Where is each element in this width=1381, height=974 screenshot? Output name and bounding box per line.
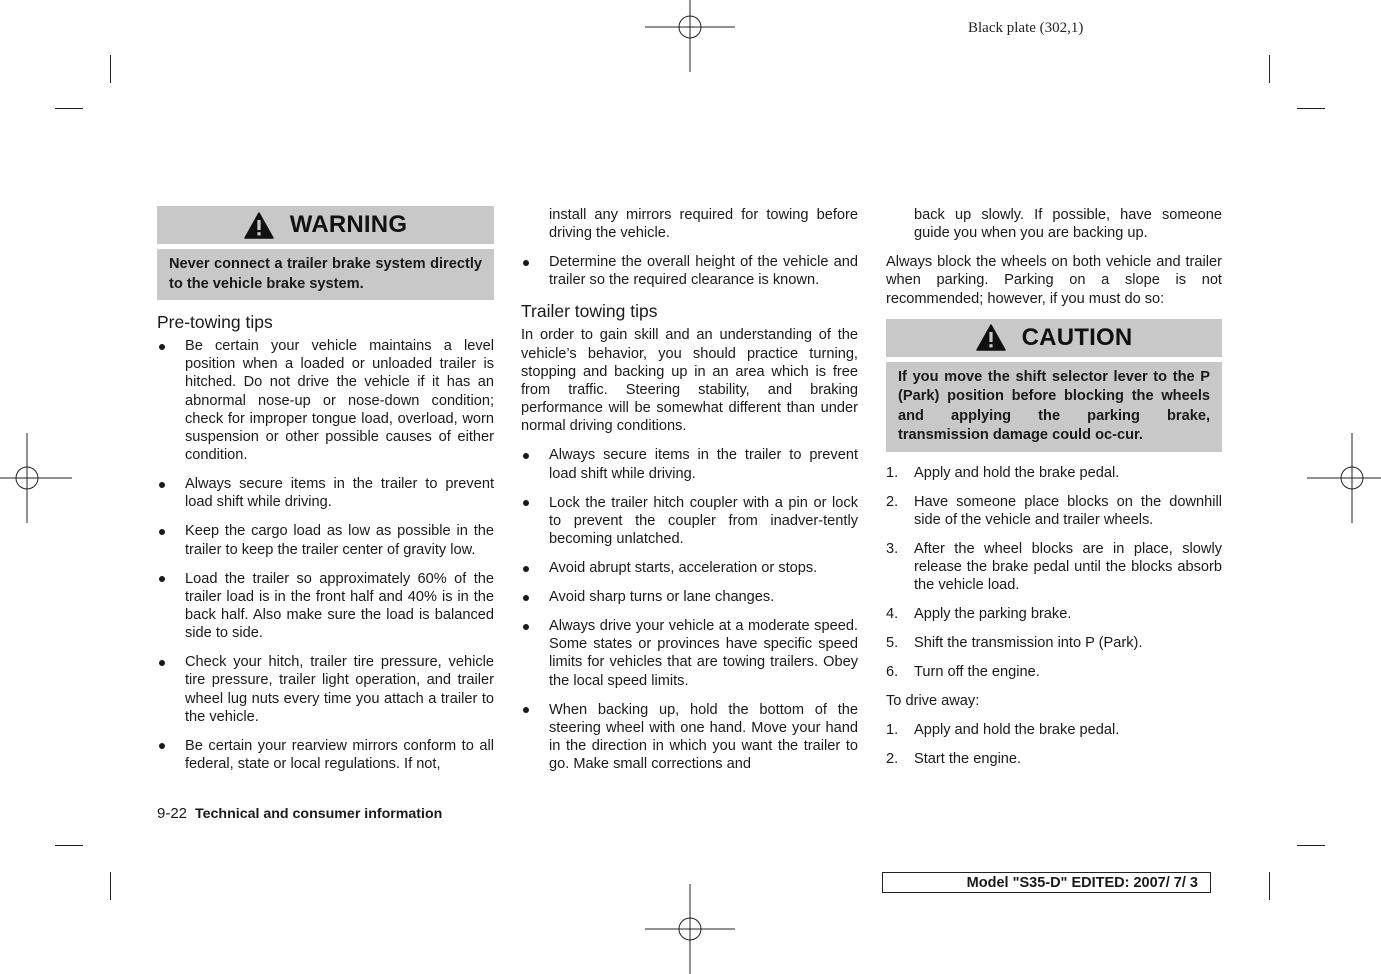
crop-mark (1269, 55, 1270, 83)
trailer-list (521, 446, 858, 773)
caution-banner (886, 319, 1222, 357)
column-left (157, 206, 494, 784)
list-item: Keep the cargo load as low as possible in the trailer to keep the trailer center of gravity low. (157, 522, 494, 558)
registration-mark-icon (645, 884, 735, 974)
list-item: Lock the trailer hitch coupler with a pin or lock to prevent the coupler from inadver-tently becoming unlatched. (521, 494, 858, 549)
list-item: Load the trailer so approximately 60% of the trailer load is in the front half and 40% is in the back half. Also make sure the load is balanced side to side. (157, 570, 494, 643)
registration-mark-icon (0, 433, 72, 523)
list-item: 5. Shift the transmission into P (Park). (886, 635, 1143, 652)
plate-label: Black plate (302,1) (968, 20, 1084, 36)
registration-mark-icon (645, 0, 735, 72)
crop-mark (1297, 108, 1325, 109)
crop-mark (110, 872, 111, 900)
page-number: 9-22 (157, 805, 188, 822)
list-item: Avoid sharp turns or lane changes. (521, 588, 858, 606)
pretowing-list-cont (521, 253, 858, 289)
list-item: 2. Start the engine. (886, 751, 1022, 768)
warning-heading: WARNING (289, 210, 408, 238)
trailer-intro: In order to gain skill and an understanding of the vehicle’s behavior, you should practice turning, stopping and backing up in an area which is free from traffic. Steering stability, and braking performance will be somewhat different than under normal driving conditions. (521, 327, 858, 435)
pretowing-heading: Pre-towing tips (157, 312, 273, 332)
list-item: 6. Turn off the engine. (886, 664, 1040, 681)
crop-mark (55, 108, 83, 109)
list-item: Determine the overall height of the vehicle and trailer so the required clearance is known. (521, 253, 858, 289)
caution-heading: CAUTION (1021, 323, 1133, 351)
registration-mark-icon (1307, 433, 1381, 523)
list-item: Be certain your vehicle maintains a level position when a loaded or unloaded trailer is hitched. Do not drive the vehicle if it has an abnormal nose-up or nose-down condition; check for improper tongue load, overload, worn suspension or other possible causes of either condition. (157, 337, 494, 464)
parking-steps (886, 464, 1222, 682)
list-item: 4. Apply the parking brake. (886, 606, 1072, 623)
list-item: When backing up, hold the bottom of the steering wheel with one hand. Move your hand in the direction in which you want the trailer to go. Make small corrections and (521, 701, 858, 774)
block-wheels-text: Always block the wheels on both vehicle and trailer when parking. Parking on a slope is not recommended; however, if you must do so: (886, 254, 1222, 307)
list-item: Avoid abrupt starts, acceleration or stops. (521, 559, 858, 577)
column-right (886, 206, 1222, 779)
list-item: Always secure items in the trailer to prevent load shift while driving. (521, 446, 858, 482)
model-edit-box (882, 872, 1211, 893)
crop-mark (1297, 845, 1325, 846)
continued-text: install any mirrors required for towing before driving the vehicle. (549, 207, 858, 242)
caution-text: If you move the shift selector lever to the P (Park) position before blocking the wheels and applying the parking brake, transmission damage could oc-cur. (886, 362, 1222, 452)
list-item: 3. After the wheel blocks are in place, slowly release the brake pedal until the blocks absorb the vehicle load. (886, 541, 1222, 594)
pretowing-list (157, 337, 494, 773)
list-item: Be certain your rearview mirrors conform to all federal, state or local regulations. If not, (157, 737, 494, 773)
warning-text: Never connect a trailer brake system directly to the vehicle brake system. (157, 249, 494, 300)
warning-triangle-icon (244, 212, 274, 239)
trailer-towing-heading: Trailer towing tips (521, 301, 658, 322)
warning-triangle-icon (976, 324, 1006, 351)
crop-mark (55, 845, 83, 846)
list-item: 2. Have someone place blocks on the downhill side of the vehicle and trailer wheels. (886, 493, 1222, 529)
crop-mark (110, 55, 111, 83)
list-item: Always drive your vehicle at a moderate speed. Some states or provinces have specific speed limits for vehicles that are towing trailers. Obey the local speed limits. (521, 617, 858, 690)
model-label: Model "S35-D" EDITED: 2007/ 7/ 3 (966, 874, 1198, 891)
crop-mark (1269, 872, 1270, 900)
drive-away-label: To drive away: (886, 693, 980, 710)
warning-banner (157, 206, 494, 244)
section-title: Technical and consumer information (195, 806, 443, 822)
list-item: Check your hitch, trailer tire pressure, vehicle tire pressure, trailer light operation, and trailer wheel lug nuts every time you attach a trailer to the vehicle. (157, 653, 494, 726)
column-middle (521, 206, 858, 784)
list-item: 1. Apply and hold the brake pedal. (886, 722, 1120, 739)
list-item: 1. Apply and hold the brake pedal. (886, 464, 1120, 481)
continued-text: back up slowly. If possible, have someone guide you when you are backing up. (914, 207, 1222, 242)
list-item: Always secure items in the trailer to prevent load shift while driving. (157, 475, 494, 511)
drive-away-steps (886, 721, 1222, 768)
page-footer (157, 805, 442, 822)
